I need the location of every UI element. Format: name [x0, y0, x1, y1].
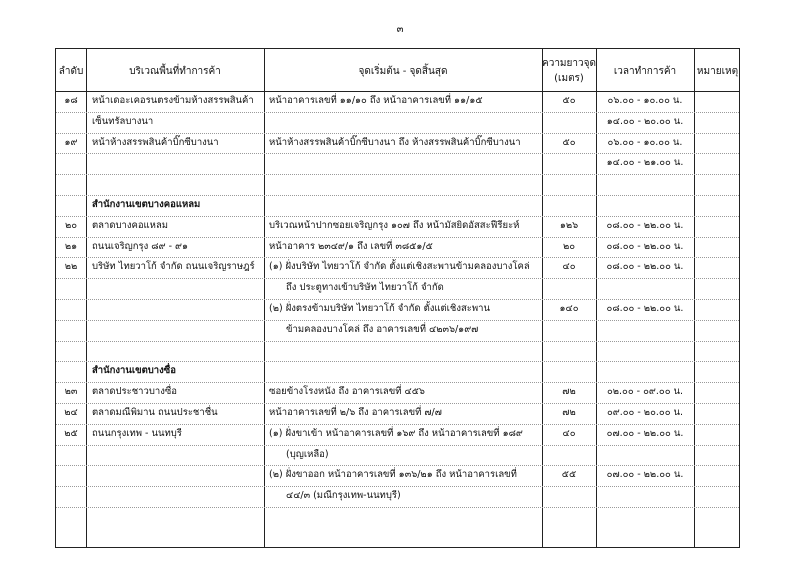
row-time: ๑๔.๐๐ - ๒๐.๐๐ น.	[606, 115, 684, 127]
row-time: ๐๒.๐๐ - ๐๙.๐๐ น.	[606, 386, 684, 398]
col-divider	[86, 49, 87, 547]
row-time: ๐๗.๐๐ - ๒๒.๐๐ น.	[606, 427, 684, 439]
row-divider	[56, 465, 739, 466]
row-divider	[56, 486, 739, 487]
row-points: บริเวณหน้าปากซอยเจริญกรุง ๑๐๗ ถึง หน้ามัสยิดอัสสะฟีรียะห์	[269, 219, 520, 231]
row-points: ถึง ประตูทางเข้าบริษัท ไทยวาโก้ จำกัด	[286, 282, 444, 294]
row-divider	[56, 112, 739, 113]
row-length: ๔๐	[562, 427, 576, 439]
row-points: หน้าอาคาร ๒๓๔๙/๑ ถึง เลขที่ ๓๘๕๑/๕	[269, 240, 433, 252]
row-divider	[56, 133, 739, 134]
row-length: ๕๐	[562, 136, 576, 148]
row-time: ๐๖.๐๐ - ๑๐.๐๐ น.	[607, 95, 683, 106]
row-divider	[56, 237, 739, 238]
row-length: ๑๔๐	[559, 303, 579, 314]
row-points: หน้าอาคารเลขที่ ๑๑/๑๐ ถึง หน้าอาคารเลขที่ ๑๑/๑๕	[269, 95, 483, 106]
col-divider	[264, 49, 265, 547]
header-note: หมายเหตุ	[696, 66, 739, 77]
row-number: ๑๘	[64, 95, 78, 106]
header-points: จุดเริ่มต้น - จุดสิ้นสุด	[358, 66, 448, 77]
row-area: ตลาดมณีพิมาน ถนนประชาชื่น	[92, 407, 218, 418]
row-number: ๒๓	[64, 386, 78, 398]
row-time: ๐๖.๐๐ - ๑๐.๐๐ น.	[607, 136, 683, 148]
row-length: ๗๒	[562, 386, 576, 398]
row-length: ๗๒	[562, 407, 576, 418]
row-area: ถนนเจริญกรุง ๘๙ - ๙๑	[92, 240, 189, 252]
row-length: ๒๐	[562, 240, 576, 252]
row-time: ๐๗.๐๐ - ๒๒.๐๐ น.	[606, 469, 684, 481]
row-number: ๑๙	[64, 136, 78, 148]
row-area: ตลาดบางคอแหลม	[92, 219, 169, 231]
row-number: ๒๑	[64, 240, 78, 252]
row-points: ๔๔/๓ (มณีกรุงเทพ-นนทบุรี)	[286, 490, 401, 502]
row-area: หน้าห้างสรรพสินค้าบิ๊กซีบางนา	[92, 136, 219, 148]
row-points: (๒) ฝั่งตรงข้ามบริษัท ไทยวาโก้ จำกัด ตั้งแต่เชิงสะพาน	[269, 303, 490, 314]
row-divider	[56, 278, 739, 279]
row-length: ๑๒๖	[559, 219, 579, 231]
row-length: ๕๕	[561, 469, 577, 481]
row-time: ๐๘.๐๐ - ๒๒.๐๐ น.	[606, 219, 684, 231]
row-area: ถนนกรุงเทพ - นนทบุรี	[92, 427, 182, 439]
row-divider	[56, 174, 739, 175]
row-points: ซอยข้างโรงหนัง ถึง อาคารเลขที่ ๔๕๖	[269, 386, 425, 398]
col-divider	[694, 49, 695, 547]
header-length-unit: (เมตร)	[554, 73, 584, 84]
row-points: หน้าอาคารเลขที่ ๒/๖ ถึง อาคารเลขที่ ๗/๗	[269, 407, 442, 418]
row-time: ๑๔.๐๐ - ๒๑.๐๐ น.	[606, 157, 684, 169]
row-time: ๐๙.๐๐ - ๒๐.๐๐ น.	[606, 407, 684, 418]
row-divider	[56, 382, 739, 383]
row-divider	[56, 341, 739, 342]
row-divider	[56, 361, 739, 362]
row-length: ๕๐	[562, 95, 576, 106]
header-no: ลำดับ	[58, 66, 84, 77]
row-area: หน้าเดอะเคอรนตรงข้ามห้างสรรพสินค้า	[92, 95, 254, 106]
row-area: ตลาดประชาวบางซื่อ	[92, 386, 178, 398]
row-points: (๑) ฝั่งบริษัท ไทยวาโก้ จำกัด ตั้งแต่เชิงสะพานข้ามคลองบางโคล่	[269, 261, 530, 273]
header-divider	[56, 91, 739, 92]
row-divider	[56, 195, 739, 196]
row-points: (บุญเหลือ)	[286, 448, 329, 460]
row-divider	[56, 445, 739, 446]
row-points: (๑) ฝั่งขาเข้า หน้าอาคารเลขที่ ๑๖๙ ถึง หน้าอาคารเลขที่ ๑๘๙	[269, 427, 523, 439]
row-divider	[56, 153, 739, 154]
row-area: เซ็นทรัลบางนา	[92, 115, 154, 127]
section-heading: สำนักงานเขตบางซื่อ	[92, 365, 176, 377]
row-divider	[56, 299, 739, 300]
row-points: (๒) ฝั่งขาออก หน้าอาคารเลขที่ ๑๓๖/๒๑ ถึง หน้าอาคารเลขที่	[269, 469, 517, 481]
row-time: ๐๘.๐๐ - ๒๒.๐๐ น.	[606, 240, 684, 252]
section-heading: สำนักงานเขตบางคอแหลม	[92, 199, 201, 210]
header-length: ความยาวจุด	[542, 58, 596, 69]
row-divider	[56, 424, 739, 425]
row-time: ๐๘.๐๐ - ๒๒.๐๐ น.	[606, 261, 684, 273]
row-length: ๔๐	[562, 261, 576, 273]
row-number: ๒๐	[64, 219, 78, 231]
header-time: เวลาทำการค้า	[613, 66, 677, 77]
row-divider	[56, 403, 739, 404]
vendor-area-table	[55, 48, 740, 548]
row-divider	[56, 320, 739, 321]
header-area: บริเวณพื้นที่ทำการค้า	[129, 66, 221, 77]
row-divider	[56, 257, 739, 258]
row-number: ๒๔	[64, 407, 78, 418]
row-time: ๐๘.๐๐ - ๒๒.๐๐ น.	[606, 303, 684, 314]
row-divider	[56, 216, 739, 217]
row-points: ข้ามคลองบางโคล่ ถึง อาคารเลขที่ ๔๒๓๖/๑๙๗	[286, 323, 479, 335]
page-number: ๓	[396, 24, 404, 35]
row-number: ๒๒	[64, 261, 78, 273]
row-area: บริษัท ไทยวาโก้ จำกัด ถนนเจริญราษฎร์	[92, 261, 255, 273]
row-points: หน้าห้างสรรพสินค้าบิ๊กซีบางนา ถึง ห้างสรรพสินค้าบิ๊กซีบางนา	[269, 136, 521, 148]
row-number: ๒๕	[64, 427, 78, 439]
row-divider	[56, 507, 739, 508]
